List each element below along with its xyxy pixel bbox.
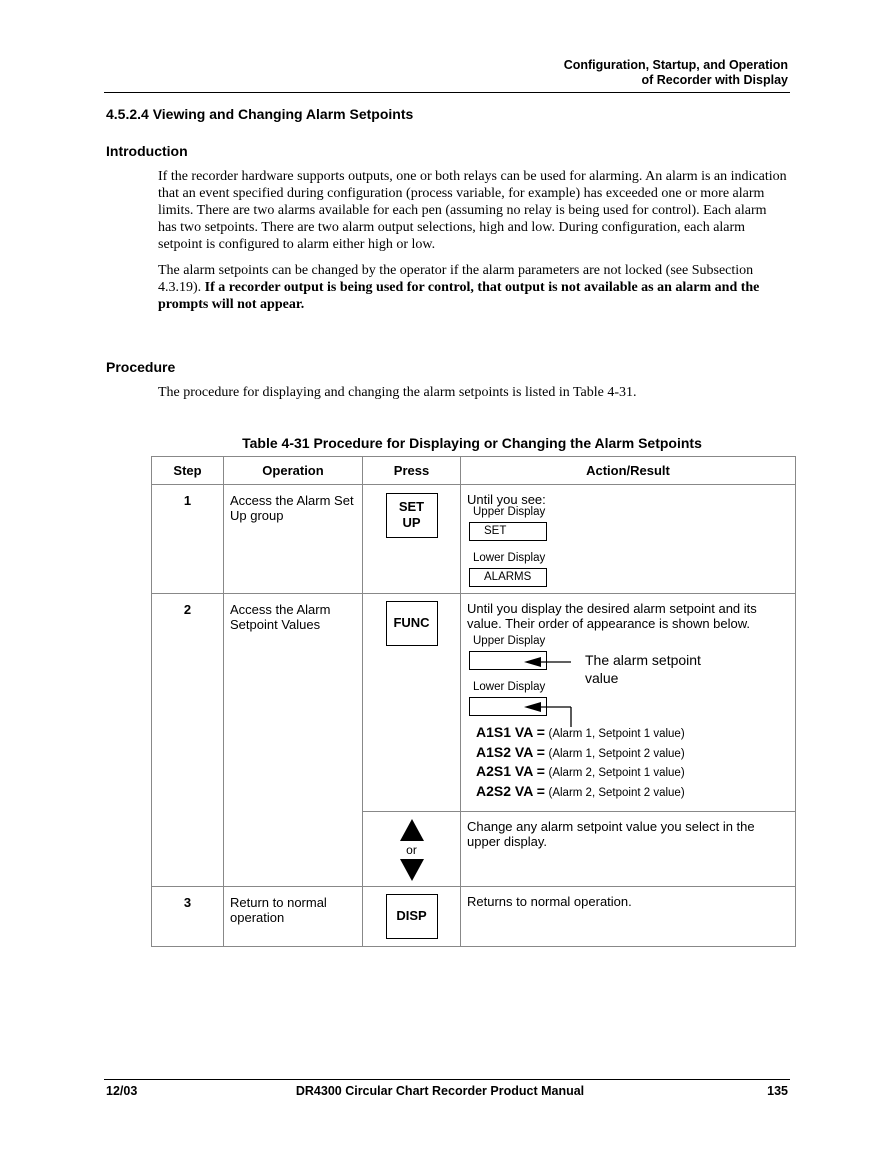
setpoint-code: A1S2 VA = [476,743,545,760]
introduction-heading: Introduction [106,143,188,159]
upper-display-label: Upper Display [473,635,546,647]
setpoint-code: A1S1 VA = [476,724,545,740]
header-operation: Operation [224,457,363,485]
footer-rule [104,1079,790,1080]
header-action-result: Action/Result [461,457,796,485]
press-cell [363,594,461,812]
arrow-keys-or-label: or [406,843,417,857]
setpoint-description: (Alarm 2, Setpoint 2 value) [548,786,685,799]
setpoint-code: A2S1 VA = [476,763,545,779]
introduction-paragraph-2 [158,262,788,313]
table-caption: Table 4-31 Procedure for Displaying or Changing the Alarm Setpoints [242,435,702,451]
operation-cell: Return to normal operation [224,887,363,947]
paragraph-2-warning: If a recorder output is being used for control, that output is not available as an alarm and the prompts will not appear. [158,280,760,312]
introduction-paragraph-1: If the recorder hardware supports outputs, one or both relays can be used for alarming. An alarm is an indication that an event specified during configuration (process variable, for example) has exceeded one or more alarm limits. There are two alarms available for each pen (assuming no relay is being used for control). Each alarm has two setpoints. There are two alarm output selections, high and low. During configuration, each alarm setpoint is configured to alarm either high or low. [158,169,787,252]
upper-arrowhead-icon [524,657,541,667]
footer-date: 12/03 [106,1084,138,1098]
table-row [152,887,796,947]
header-press: Press [363,457,461,485]
step-number: 2 [152,594,224,887]
header-rule [104,92,790,93]
setpoint-description: (Alarm 2, Setpoint 1 value) [548,767,685,779]
press-cell [363,887,461,947]
callout-label: The alarm setpoint value [585,652,701,686]
upper-display-label: Upper Display [473,506,546,518]
result-cell: Returns to normal operation. [461,887,796,947]
list-item [476,783,789,803]
change-value-text: Change any alarm setpoint value you select in the upper display. [467,819,755,849]
running-header-line1: Configuration, Startup, and Operation [563,58,788,72]
list-item [476,744,789,764]
disp-key-button[interactable]: DISP [386,894,438,939]
press-cell [363,812,461,887]
lower-arrowhead-icon [524,702,541,712]
table-header-row [152,457,796,485]
running-header-line2: of Recorder with Display [641,73,788,87]
setpoint-code: A2S2 VA = [476,782,545,799]
down-arrow-key-icon[interactable] [399,858,425,882]
operation-cell: Access the Alarm Setpoint Values [224,594,363,887]
page-number: 135 [767,1084,788,1098]
setup-key-button[interactable] [386,493,438,538]
operation-cell: Access the Alarm Set Up group [224,485,363,594]
paragraph-2-plain: The alarm setpoints can be changed by the operator if the alarm parameters are not locked (see Subsection 4.3.19). [158,263,754,295]
procedure-text: The procedure for displaying and changing the alarm setpoints is listed in Table 4-31. [158,385,637,400]
procedure-heading: Procedure [106,359,176,375]
lower-display-label: Lower Display [473,552,546,564]
step-number: 1 [152,485,224,594]
table-row [152,594,796,812]
running-header [564,58,788,88]
press-cell [363,485,461,594]
setpoint-description: (Alarm 1, Setpoint 2 value) [548,747,685,760]
setpoint-code-list [476,724,789,802]
footer-title: DR4300 Circular Chart Recorder Product Manual [295,1084,585,1098]
arrow-keys-group [363,812,460,884]
list-item [476,763,789,783]
func-instruction-text: Until you display the desired alarm setpoint and its value. Their order of appearance is shown below. [467,601,757,631]
result-cell [461,812,796,887]
result-cell [461,485,796,594]
step-number: 3 [152,887,224,947]
table-row [152,485,796,594]
lower-display-box: ALARMS [469,568,547,587]
header-step: Step [152,457,224,485]
setup-key-line1: SET [398,499,425,514]
up-arrow-key-icon[interactable] [399,818,425,842]
lower-display-label: Lower Display [473,681,546,693]
result-cell [461,594,796,812]
until-text: Until you see: [467,492,546,507]
procedure-table [151,456,796,947]
section-title: 4.5.2.4 Viewing and Changing Alarm Setpoints [106,106,414,122]
func-key-button[interactable]: FUNC [386,601,438,646]
upper-display-box: SET [469,522,547,541]
setpoint-description: (Alarm 1, Setpoint 1 value) [548,728,685,740]
setup-key-line2: UP [402,515,421,530]
